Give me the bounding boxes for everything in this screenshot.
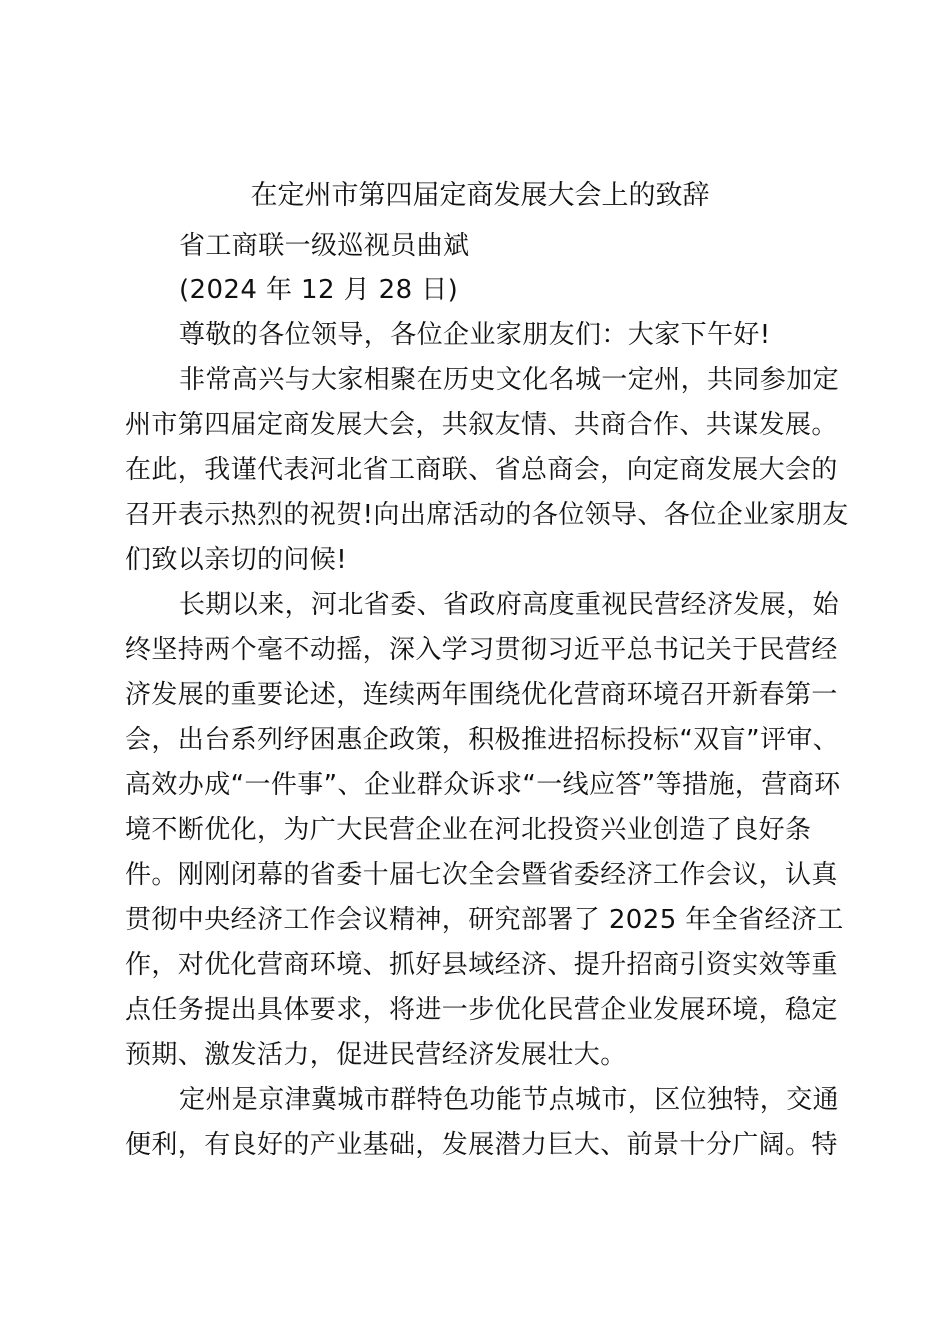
text-line: 作，对优化营商环境、抓好县域经济、提升招商引资实效等重 xyxy=(125,950,838,980)
text-line: 件。刚刚闭幕的省委十届七次全会暨省委经济工作会议，认真 xyxy=(125,860,838,890)
text-line: 长期以来，河北省委、省政府高度重视民营经济发展，始 xyxy=(179,590,840,620)
text-line: 尊敬的各位领导，各位企业家朋友们：大家下午好! xyxy=(179,320,771,350)
text-line: 非常高兴与大家相聚在历史文化名城一定州，共同参加定 xyxy=(179,365,840,395)
text-line: 境不断优化，为广大民营企业在河北投资兴业创造了良好条 xyxy=(125,815,812,845)
text-line: 点任务提出具体要求，将进一步优化民营企业发展环境，稳定 xyxy=(125,995,838,1025)
text-line: 便利，有良好的产业基础，发展潜力巨大、前景十分广阔。特 xyxy=(125,1130,838,1160)
text-line: 在此，我谨代表河北省工商联、省总商会，向定商发展大会的 xyxy=(125,455,838,485)
text-line: 济发展的重要论述，连续两年围绕优化营商环境召开新春第一 xyxy=(125,680,838,710)
text-line: 贯彻中央经济工作会议精神，研究部署了 2025 年全省经济工 xyxy=(125,905,844,935)
text-line: 会，出台系列纾困惠企政策，积极推进招标投标“双盲”评审、 xyxy=(125,725,840,755)
text-line: 州市第四届定商发展大会，共叙友情、共商合作、共谋发展。 xyxy=(125,410,838,440)
text-line: 定州是京津冀城市群特色功能节点城市，区位独特，交通 xyxy=(179,1085,840,1115)
text-line: 们致以亲切的问候! xyxy=(125,545,348,575)
date-line: (2024 年 12 月 28 日) xyxy=(179,275,459,305)
speech-title: 在定州市第四届定商发展大会上的致辞 xyxy=(250,180,710,211)
speaker-line: 省工商联一级巡视员曲斌 xyxy=(179,231,470,261)
text-line: 高效办成“一件事”、企业群众诉求“一线应答”等措施，营商环 xyxy=(125,770,841,800)
text-line: 预期、激发活力，促进民营经济发展壮大。 xyxy=(125,1040,627,1070)
text-line: 召开表示热烈的祝贺!向出席活动的各位领导、各位企业家朋友 xyxy=(125,500,849,530)
text-line: 终坚持两个毫不动摇，深入学习贯彻习近平总书记关于民营经 xyxy=(125,635,838,665)
